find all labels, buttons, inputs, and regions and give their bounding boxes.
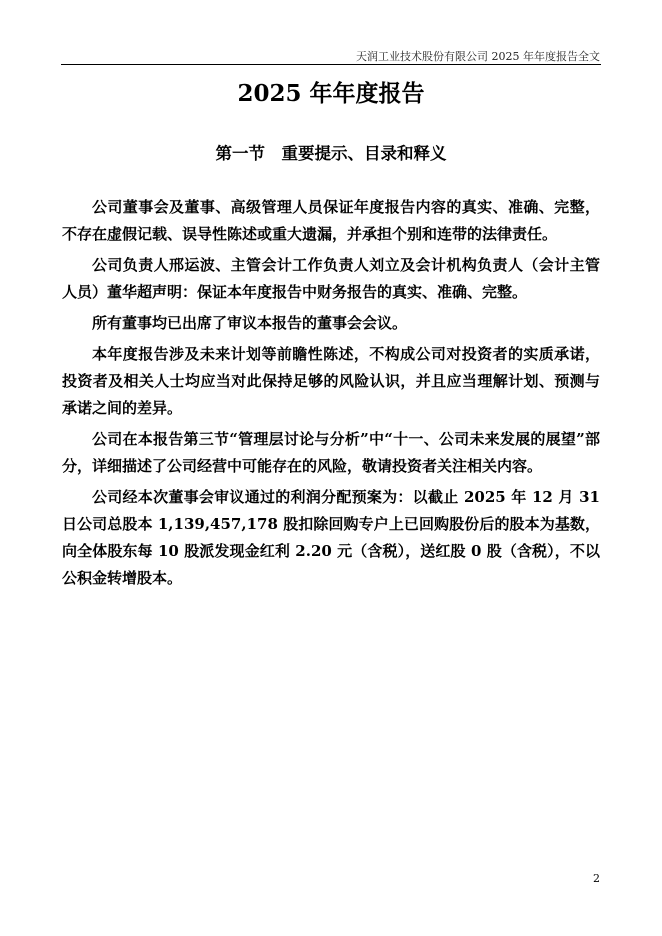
- paragraph-responsible-persons-statement: 公司负责人邢运波、主管会计工作负责人刘立及会计机构负责人（会计主管人员）董华超声明：保证本年度报告中财务报告的真实、准确、完整。: [62, 256, 600, 301]
- paragraph-forward-looking-statement: 本年度报告涉及未来计划等前瞻性陈述，不构成公司对投资者的实质承诺，投资者及相关人士均应当对此保持足够的风险认识，并且应当理解计划、预测与承诺之间的差异。: [62, 345, 600, 417]
- paragraph-directors-attendance: 所有董事均已出席了审议本报告的董事会会议。: [92, 314, 408, 332]
- paragraph-board-guarantee: 公司董事会及董事、高级管理人员保证年度报告内容的真实、准确、完整，不存在虚假记载、误导性陈述或重大遗漏，并承担个别和连带的法律责任。: [62, 198, 600, 243]
- paragraph-profit-distribution: 公司经本次董事会审议通过的利润分配预案为：以截止 2025 年 12 月 31 日公司总股本 1,139,457,178 股扣除回购专户上已回购股份后的股本为基数，向全体股东每 10 股派发现金红利 2.20 元（含税），送红股 0 股（含税），不以公积金转增股本。: [62, 488, 600, 587]
- paragraph-risk-notice: 公司在本报告第三节“管理层讨论与分析”中“十一、公司未来发展的展望”部分，详细描述了公司经营中可能存在的风险，敬请投资者关注相关内容。: [62, 430, 600, 475]
- page-number: 2: [593, 872, 600, 885]
- running-header: 天润工业技术股份有限公司 2025 年年度报告全文: [356, 50, 600, 63]
- document-title: 2025 年年度报告: [237, 80, 425, 107]
- section-title: 第一节 重要提示、目录和释义: [215, 144, 447, 163]
- body-text: [62, 194, 600, 592]
- header-rule: [61, 64, 601, 65]
